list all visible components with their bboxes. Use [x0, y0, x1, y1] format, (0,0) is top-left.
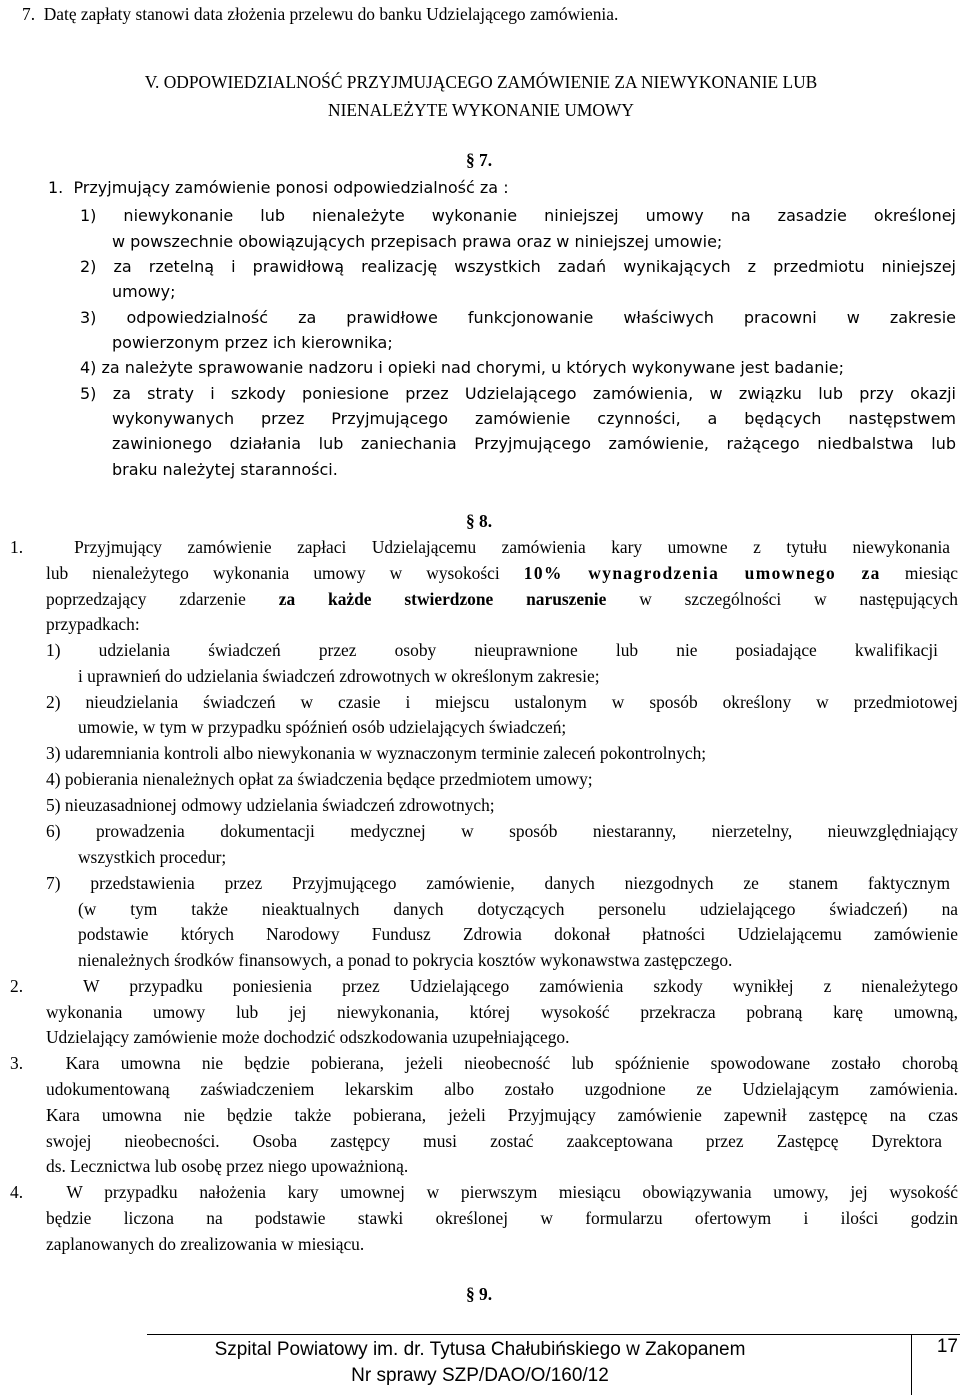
- p7-item1-2a: 2) za rzetelną i prawidłową realizację wszystkich zadań wynikających z przedmiotu niniejszej: [80, 257, 956, 276]
- p8-item1-1a: 1) udzielania świadczeń przez osoby nieuprawnione lub nie posiadające kwalifikacji: [46, 640, 938, 660]
- paragraph-7-heading: § 7.: [466, 150, 493, 170]
- p8-item1-6a: 6) prowadzenia dokumentacji medycznej w sposób niestaranny, nierzetelny, nieuwzględniający: [46, 821, 958, 841]
- footer-divider: [147, 1334, 960, 1335]
- p8-item1-6b: wszystkich procedur;: [78, 847, 227, 867]
- p8-item1-c-text: poprzedzający zdarzenie: [46, 589, 279, 609]
- p8-item1-b-bold: 10% wynagrodzenia umownego za: [523, 563, 881, 583]
- p7-item1-5b: wykonywanych przez Przyjmującego zamówienie czynności, a będących następstwem: [112, 409, 956, 428]
- p8-item3-d: swojej nieobecności. Osoba zastępcy musi zostać zaakceptowana przez Zastępcę Dyrektora: [46, 1131, 942, 1151]
- p8-item2-c: Udzielający zamówienie może dochodzić odszkodowania uzupełniającego.: [46, 1027, 570, 1047]
- p8-item1-7c: podstawie których Narodowy Fundusz Zdrowia dokonał płatności Udzielającemu zamówienie: [78, 924, 958, 944]
- p7-item1-5d: braku należytej staranności.: [112, 460, 338, 479]
- p7-item1-1b: w powszechnie obowiązujących przepisach prawa oraz w niniejszej umowie;: [112, 232, 723, 251]
- clause-7-payment-date: 7. Datę zapłaty stanowi data złożenia przelewu do banku Udzielającego zamówienia.: [22, 4, 619, 24]
- p8-item4-b: będzie liczona na podstawie stawki określonej w formularzu ofertowym i ilości godzin: [46, 1208, 958, 1228]
- p8-item3-b: udokumentowaną zaświadczeniem lekarskim albo zostało uzgodnione ze Udzielającym zamówienia.: [46, 1079, 958, 1099]
- p7-item1: 1. Przyjmujący zamówienie ponosi odpowiedzialność za :: [48, 178, 509, 197]
- footer-hospital-name: Szpital Powiatowy im. dr. Tytusa Chałubińskiego w Zakopanem: [214, 1339, 746, 1360]
- p8-item1-a: 1. Przyjmujący zamówienie zapłaci Udzielającemu zamówienia kary umowne z tytułu niewykonania: [10, 537, 950, 557]
- page-number: 17: [936, 1336, 958, 1357]
- p8-item1-7b: (w tym także nieaktualnych danych dotyczących personelu udzielającego świadczeń) na: [78, 899, 958, 919]
- section-heading-line1: V. ODPOWIEDZIALNOŚĆ PRZYJMUJĄCEGO ZAMÓWIENIE ZA NIEWYKONANIE LUB: [144, 72, 818, 92]
- p7-item1-5c: zawinionego działania lub zaniechania Przyjmującego zamówienie, rażącego niedbalstwa lub: [112, 434, 956, 453]
- paragraph-9-heading: § 9.: [466, 1284, 493, 1304]
- section-heading-line2: NIENALEŻYTE WYKONANIE UMOWY: [328, 100, 634, 120]
- p8-item4-a: 4. W przypadku nałożenia kary umownej w pierwszym miesiącu obowiązywania umowy, jej wysokość: [10, 1182, 958, 1202]
- p7-item1-3a: 3) odpowiedzialność za prawidłowe funkcjonowanie właściwych pracowni w zakresie: [80, 308, 956, 327]
- p7-item1-5a: 5) za straty i szkody poniesione przez Udzielającego zamówienia, w związku lub przy okazji: [80, 384, 956, 403]
- p7-item1-2b: umowy;: [112, 282, 176, 301]
- p8-item1-b: [46, 563, 958, 583]
- p8-item1-5: 5) nieuzasadnionej odmowy udzielania świadczeń zdrowotnych;: [46, 795, 495, 815]
- p8-item1-2b: umowie, w tym w przypadku spóźnień osób udzielających świadczeń;: [78, 717, 567, 737]
- p8-item1-d: przypadkach:: [46, 614, 140, 634]
- p8-item1-b-tail: miesiąc: [880, 563, 958, 583]
- p8-item1-7d: nienależnych środków finansowych, a ponad to pokrycia kosztów wykonawstwa zastępczego.: [78, 950, 733, 970]
- p8-item3-e: ds. Lecznictwa lub osobę przez niego upoważnioną.: [46, 1156, 409, 1176]
- p8-item2-b: wykonania umowy lub jej niewykonania, której wysokość przekracza pobraną karę umowną,: [46, 1002, 958, 1022]
- p7-item1-3b: powierzonym przez ich kierownika;: [112, 333, 393, 352]
- p8-item1-4: 4) pobierania nienależnych opłat za świadczenia będące przedmiotem umowy;: [46, 769, 593, 789]
- p7-item1-4: 4) za należyte sprawowanie nadzoru i opieki nad chorymi, u których wykonywane jest badanie;: [80, 358, 845, 377]
- p8-item1-c: [46, 589, 958, 609]
- p8-item1-7a: 7) przedstawienia przez Przyjmującego zamówienie, danych niezgodnych ze stanem faktycznym: [46, 873, 950, 893]
- page-number-box: [911, 1334, 960, 1395]
- p8-item1-b-text: lub nienależytego wykonania umowy w wysokości: [46, 563, 524, 583]
- p8-item1-c-bold: za każde stwierdzone naruszenie: [278, 589, 607, 609]
- p8-item3-a: 3. Kara umowna nie będzie pobierana, jeżeli nieobecność lub spóźnienie spowodowane zostało chorobą: [10, 1053, 958, 1073]
- p8-item4-c: zaplanowanych do zrealizowania w miesiącu.: [46, 1234, 365, 1254]
- p7-item1-1a: 1) niewykonanie lub nienależyte wykonanie niniejszej umowy na zasadzie określonej: [80, 206, 956, 225]
- p8-item1-2a: 2) nieudzielania świadczeń w czasie i miejscu ustalonym w sposób określony w przedmiotowej: [46, 692, 958, 712]
- p8-item3-c: Kara umowna nie będzie także pobierana, jeżeli Przyjmujący zamówienie zapewnił zastępcę na czas: [46, 1105, 958, 1125]
- p8-item1-3: 3) udaremniania kontroli albo niewykonania w wyznaczonym terminie zaleceń pokontrolnych;: [46, 743, 707, 763]
- p8-item1-c-tail: w szczególności w następujących: [606, 589, 959, 609]
- p8-item1-1b: i uprawnień do udzielania świadczeń zdrowotnych w określonym zakresie;: [78, 666, 600, 686]
- footer-case-number: Nr sprawy SZP/DAO/O/160/12: [351, 1365, 609, 1386]
- p8-item2-a: 2. W przypadku poniesienia przez Udzielającego zamówienia szkody wynikłej z nienależytego: [10, 976, 958, 996]
- paragraph-8-heading: § 8.: [466, 511, 493, 531]
